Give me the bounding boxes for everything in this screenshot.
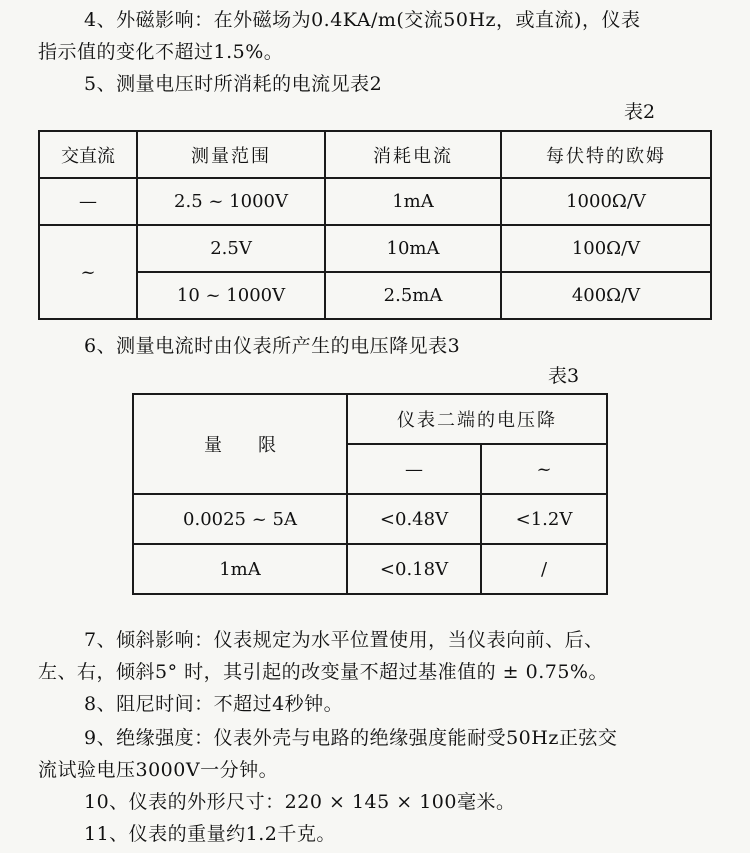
table-2-current: 1mA [325, 178, 501, 225]
table-3 [132, 393, 608, 595]
table-2-header-ohms: 每伏特的欧姆 [501, 131, 711, 178]
table-2-header-current: 消耗电流 [325, 131, 501, 178]
table-3-drop-dc: <0.18V [347, 544, 481, 594]
table-row [133, 544, 607, 594]
table-3-subheader-ac: ~ [481, 444, 607, 494]
table-3-drop-ac: / [481, 544, 607, 594]
table-2 [38, 130, 712, 320]
table-2-caption: 表2 [624, 101, 656, 123]
table-row [39, 225, 711, 272]
paragraph-8: 8、阻尼时间：不超过4秒钟。 [84, 693, 344, 715]
paragraph-11: 11、仪表的重量约1.2千克。 [84, 823, 336, 845]
paragraph-5: 5、测量电压时所消耗的电流见表2 [84, 73, 383, 95]
table-3-header-drop: 仪表二端的电压降 [347, 394, 607, 444]
paragraph-7-line-2: 左、右，倾斜5° 时，其引起的改变量不超过基准值的 ± 0.75%。 [38, 661, 608, 683]
table-2-header-type: 交直流 [39, 131, 137, 178]
paragraph-10: 10、仪表的外形尺寸：220 × 145 × 100毫米。 [84, 791, 516, 813]
table-3-header-range: 量 限 [133, 394, 347, 494]
table-2-range: 10 ~ 1000V [137, 272, 325, 319]
table-row [39, 178, 711, 225]
table-2-header-range: 测量范围 [137, 131, 325, 178]
table-row [133, 494, 607, 544]
table-2-range: 2.5 ~ 1000V [137, 178, 325, 225]
table-2-range: 2.5V [137, 225, 325, 272]
table-2-ohms: 100Ω/V [501, 225, 711, 272]
paragraph-7-line-1: 7、倾斜影响：仪表规定为水平位置使用，当仪表向前、后、 [84, 629, 604, 651]
paragraph-4-line-2: 指示值的变化不超过1.5%。 [38, 41, 284, 63]
table-2-type-ac: ~ [39, 225, 137, 319]
table-2-current: 2.5mA [325, 272, 501, 319]
paragraph-4-line-1: 4、外磁影响：在外磁场为0.4KA/m(交流50Hz，或直流)，仪表 [84, 9, 641, 31]
table-3-header-row [133, 394, 607, 444]
table-3-range: 0.0025 ~ 5A [133, 494, 347, 544]
table-3-drop-ac: <1.2V [481, 494, 607, 544]
table-2-ohms: 1000Ω/V [501, 178, 711, 225]
table-3-drop-dc: <0.48V [347, 494, 481, 544]
table-2-header-row [39, 131, 711, 178]
table-row [39, 272, 711, 319]
table-3-range: 1mA [133, 544, 347, 594]
paragraph-6: 6、测量电流时由仪表所产生的电压降见表3 [84, 335, 461, 357]
table-2-current: 10mA [325, 225, 501, 272]
table-3-caption: 表3 [548, 365, 580, 387]
table-3-subheader-dc: — [347, 444, 481, 494]
table-2-type-dc: — [39, 178, 137, 225]
paragraph-9-line-1: 9、绝缘强度：仪表外壳与电路的绝缘强度能耐受50Hz正弦交 [84, 727, 618, 749]
paragraph-9-line-2: 流试验电压3000V一分钟。 [38, 759, 279, 781]
table-2-ohms: 400Ω/V [501, 272, 711, 319]
